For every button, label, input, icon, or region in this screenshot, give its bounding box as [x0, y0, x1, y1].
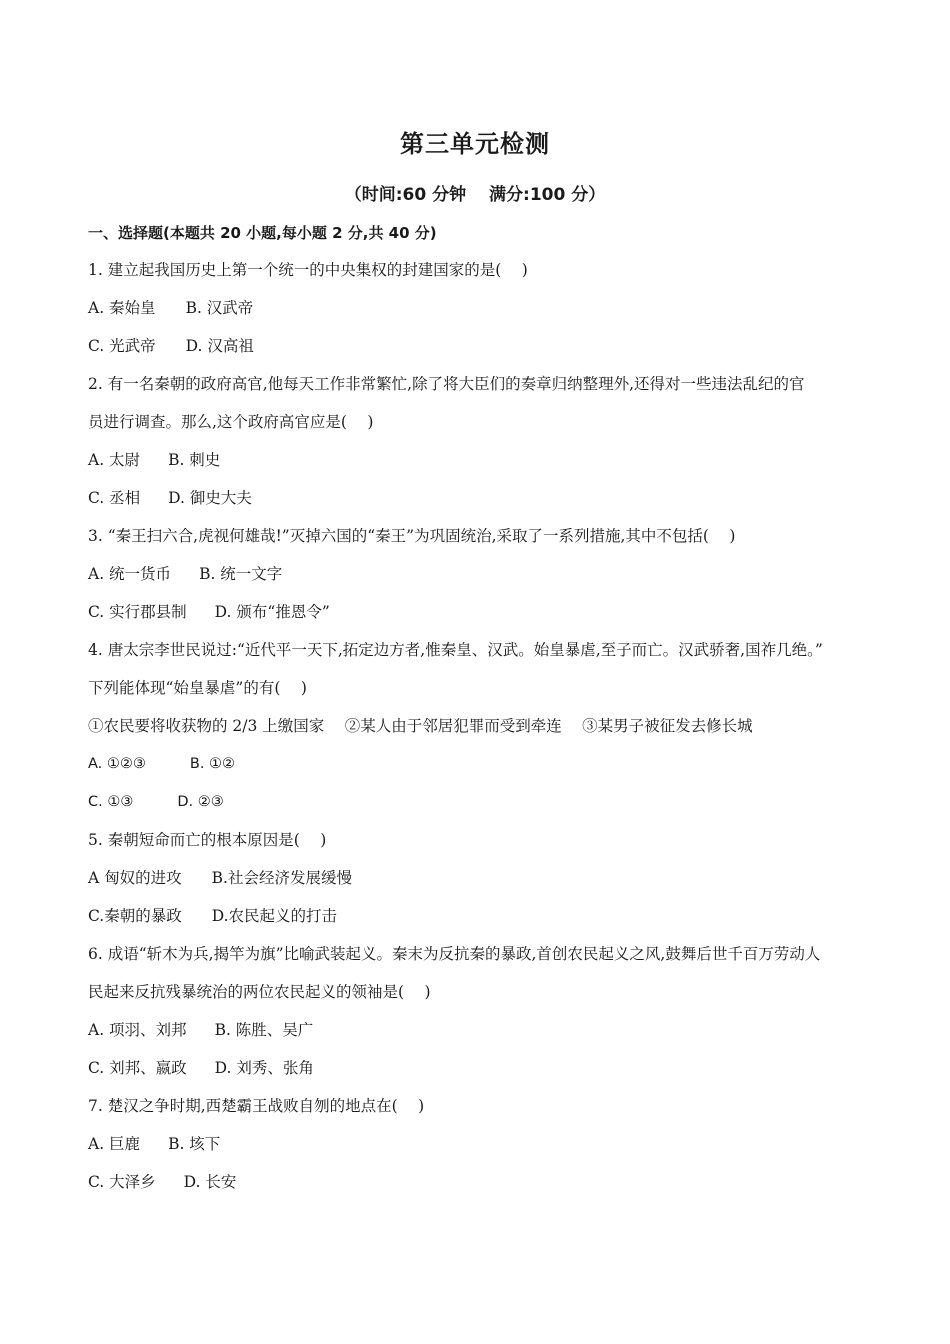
- question-6-options-row-2: [88, 1058, 314, 1078]
- question-5-stem: 5. 秦朝短命而亡的根本原因是( ): [88, 831, 327, 849]
- question-7-options-row-1: [88, 1134, 220, 1154]
- option-b: B. 汉武帝: [185, 299, 254, 317]
- question-2-stem: 员进行调查。那么,这个政府高官应是( ): [88, 413, 374, 431]
- option-a: A 匈奴的进攻: [88, 869, 182, 887]
- option-a: A. 巨鹿: [88, 1135, 141, 1153]
- question-3-stem: 3. “秦王扫六合,虎视何雄哉!”灭掉六国的“秦王”为巩固统治,采取了一系列措施,其中不包括( ): [88, 527, 736, 545]
- question-2-options-row-1: [88, 450, 220, 470]
- option-d: D. 长安: [183, 1173, 237, 1191]
- option-d: D.农民起义的打击: [211, 907, 338, 925]
- option-c: C. 丞相: [88, 489, 141, 507]
- question-1-options-row-1: [88, 298, 253, 318]
- option-c: C. 光武帝: [88, 337, 156, 355]
- question-7-options-row-2: [88, 1172, 236, 1192]
- question-6-stem: 6. 成语“斩木为兵,揭竿为旗”比喻武装起义。秦末为反抗秦的暴政,首创农民起义之风,鼓舞后世千百万劳动人: [88, 945, 821, 963]
- option-a: A. 项羽、刘邦: [88, 1021, 187, 1039]
- exam-info: （时间:60 分钟 满分:100 分）: [344, 185, 606, 205]
- question-7-stem: 7. 楚汉之争时期,西楚霸王战败自刎的地点在( ): [88, 1097, 425, 1115]
- page-title: 第三单元检测: [400, 130, 550, 158]
- option-c: C. 实行郡县制: [88, 603, 187, 621]
- option-d: D. ②③: [177, 794, 224, 810]
- option-b: B. 刺史: [168, 451, 221, 469]
- question-5-options-row-2: [88, 906, 337, 926]
- question-3-options-row-1: [88, 564, 282, 584]
- option-b: B. 垓下: [168, 1135, 221, 1153]
- option-b: B.社会经济发展缓慢: [211, 869, 352, 887]
- option-c: C. ①③: [88, 794, 134, 810]
- option-b: B. 统一文字: [199, 565, 283, 583]
- section-heading: 一、选择题(本题共 20 小题,每小题 2 分,共 40 分): [88, 224, 437, 242]
- option-d: D. 颁布“推恩令”: [214, 603, 330, 621]
- question-4-statements: ①农民要将收获物的 2/3 上缴国家 ②某人由于邻居犯罪而受到牵连 ③某男子被征发去修长城: [88, 717, 753, 735]
- question-2-stem: 2. 有一名秦朝的政府高官,他每天工作非常繁忙,除了将大臣们的奏章归纳整理外,还得对一些违法乱纪的官: [88, 375, 805, 393]
- option-a: A. 秦始皇: [88, 299, 156, 317]
- question-5-options-row-1: [88, 868, 352, 888]
- question-4-stem: 下列能体现“始皇暴虐”的有( ): [88, 679, 307, 697]
- option-c: C. 刘邦、嬴政: [88, 1059, 187, 1077]
- option-d: D. 御史大夫: [168, 489, 252, 507]
- question-2-options-row-2: [88, 488, 252, 508]
- question-4-options-row-2: [88, 792, 224, 812]
- option-b: B. 陈胜、吴广: [214, 1021, 314, 1039]
- option-c: C. 大泽乡: [88, 1173, 156, 1191]
- question-3-options-row-2: [88, 602, 330, 622]
- option-c: C.秦朝的暴政: [88, 907, 182, 925]
- option-a: A. 统一货币: [88, 565, 172, 583]
- option-d: D. 汉高祖: [185, 337, 254, 355]
- option-a: A. ①②③: [88, 756, 146, 772]
- question-1-stem: 1. 建立起我国历史上第一个统一的中央集权的封建国家的是( ): [88, 261, 528, 279]
- question-4-options-row-1: [88, 754, 235, 774]
- question-6-stem: 民起来反抗残暴统治的两位农民起义的领袖是( ): [88, 983, 431, 1001]
- option-b: B. ①②: [189, 756, 236, 772]
- question-1-options-row-2: [88, 336, 254, 356]
- question-6-options-row-1: [88, 1020, 313, 1040]
- question-4-stem: 4. 唐太宗李世民说过:“近代平一天下,拓定边方者,惟秦皇、汉武。始皇暴虐,至子而亡。汉武骄奢,国祚几绝。”: [88, 641, 823, 659]
- option-d: D. 刘秀、张角: [214, 1059, 314, 1077]
- option-a: A. 太尉: [88, 451, 141, 469]
